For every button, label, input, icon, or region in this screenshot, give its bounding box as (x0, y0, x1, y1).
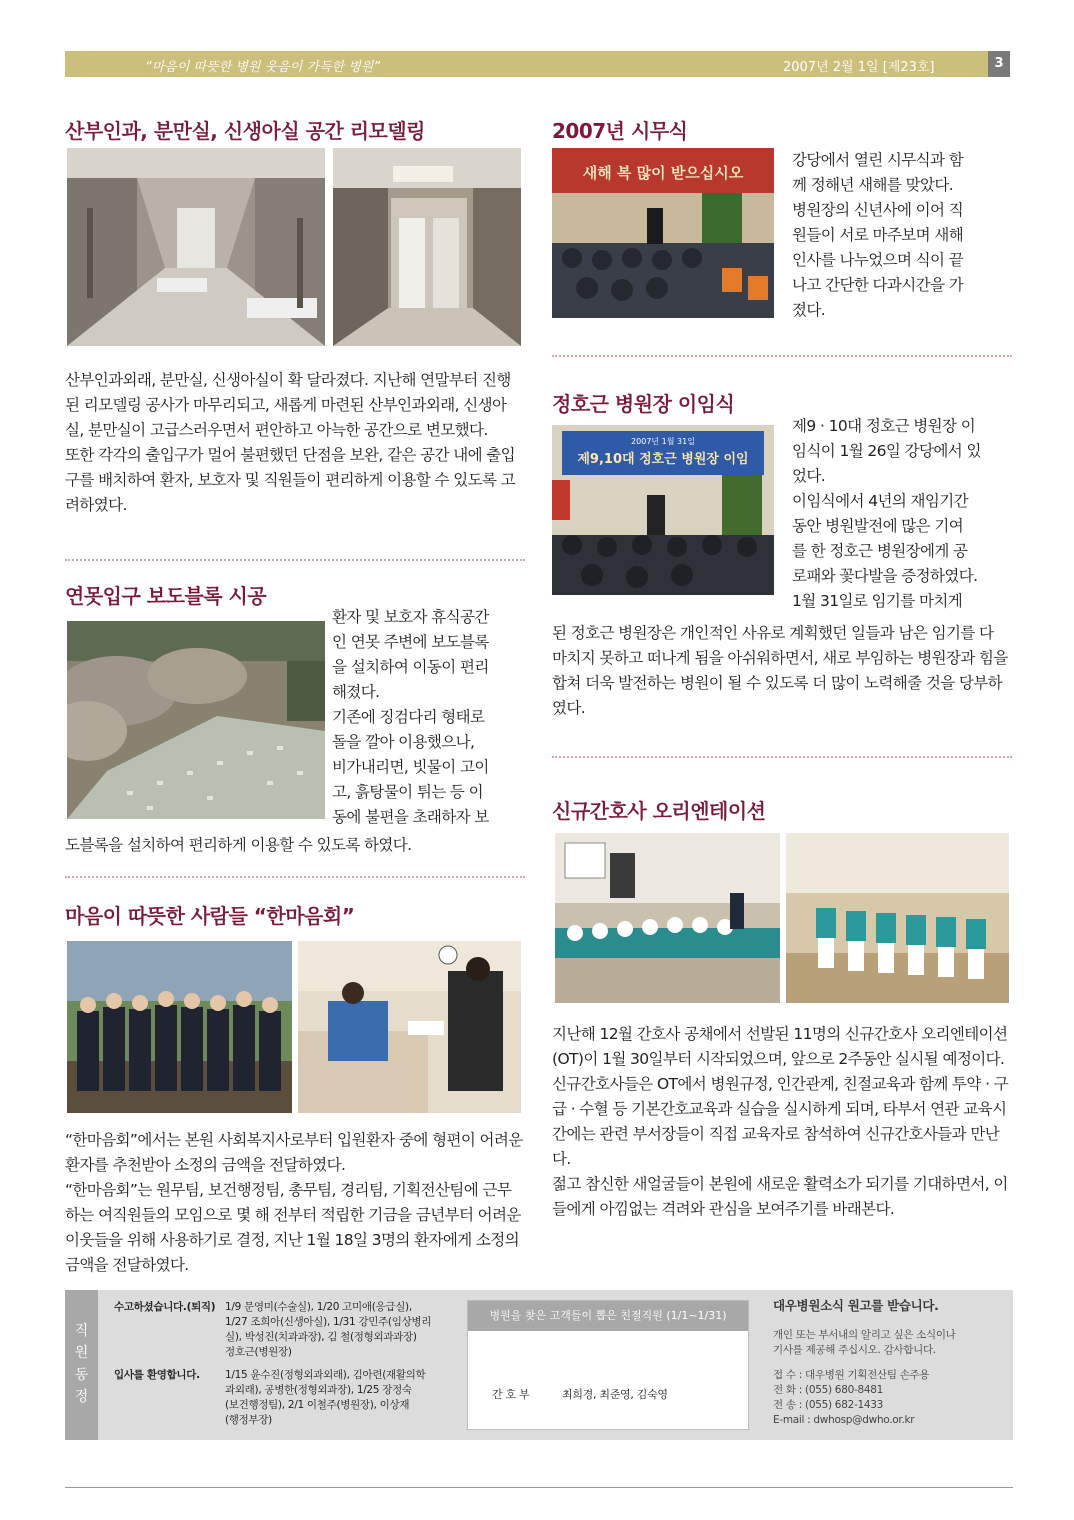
contact-info (773, 1368, 929, 1428)
retire-line: 1/9 문영미(수술실), 1/20 고미애(응급실), (225, 1301, 412, 1313)
divider (552, 756, 1012, 758)
divider (65, 876, 525, 878)
ceremony-line: 나고 간단한 다과시간을 가 (792, 276, 964, 294)
hanmaum-paragraph-2: “한마음회”는 원무팀, 보건행정팀, 총무팀, 경리팀, 기획전산팀에 근무하는 여직원들의 모임으로 몇 해 전부터 적립한 기금을 금년부터 어려운 이웃들을 위해 사용하기로 결정, 지난 1월 18일 3명의 환자에게 소정의 금액을 전달하였다. (65, 1181, 521, 1274)
header-bar (65, 51, 1010, 77)
orientation-paragraph-3: 젊고 참신한 새얼굴들이 본원에 새로운 활력소가 되기를 기대하면서, 이들에게 아낌없는 격려와 관심을 보여주기를 바래본다. (552, 1175, 1008, 1218)
header-slogan: “마음이 따뜻한 병원 웃음이 가득한 병원” (145, 60, 381, 75)
ceremony-line: 원들이 서로 마주보며 새해 (792, 226, 964, 244)
hanmaum-title: 마음이 따뜻한 사람들 “한마음회” (65, 904, 355, 928)
join-line: (행정부장) (225, 1414, 272, 1426)
remodel-paragraph-1: 산부인과외래, 분만실, 신생아실이 확 달라졌다. 지난해 연말부터 진행된 리모델링 공사가 마무리되고, 새롭게 마련된 산부인과외래, 신생아실, 분만실이 고급스러우면서 편안하고 아늑한 공간으로 변모했다. (65, 371, 511, 439)
block-line: 동에 불편을 초래하자 보 (332, 808, 489, 826)
staff-news-char: 정 (74, 1389, 89, 1405)
remodel-paragraph-2: 또한 각각의 출입구가 멀어 불편했던 단점을 보완, 같은 공간 내에 출입구를 배치하여 환자, 보호자 및 직원들이 편리하게 이용할 수 있도록 고려하였다. (65, 446, 516, 514)
join-line: 1/15 윤수진(정형외과외래), 김아련(재활의학 (225, 1369, 426, 1381)
farewell-line: 이임식에서 4년의 재임기간 (792, 492, 969, 510)
ceremony-line: 병원장의 신년사에 이어 직 (792, 201, 964, 219)
join-line: (보건행정팀), 2/1 이철주(병원장), 이상재 (225, 1399, 410, 1411)
block-line: 기존에 징검다리 형태로 (332, 708, 485, 726)
hanmaum-group-photo (67, 941, 292, 1113)
hanmaum-body (65, 1128, 525, 1278)
ceremony-line: 인사를 나누었으며 식이 끝 (792, 251, 964, 269)
staff-news-char: 동 (74, 1367, 89, 1383)
hanmaum-paragraph-1: “한마음회”에서는 본원 사회복지사로부터 입원환자 중에 형편이 어려운 환자를 추천받아 소정의 금액을 전달하였다. (65, 1131, 523, 1174)
issue-date: 2007년 2월 1일 [제23호] (783, 60, 935, 75)
ceremony-line: 께 정해년 새해를 맞았다. (792, 176, 954, 194)
retire-line: 정호근(병원장) (225, 1346, 292, 1358)
farewell-line: 1월 31일로 임기를 마치게 (792, 592, 963, 610)
ceremony-line: 강당에서 열린 시무식과 함 (792, 151, 964, 169)
orientation-paragraph-2: 신규간호사들은 OT에서 병원규정, 인간관계, 친절교육과 함께 투약 · 구급 · 수혈 등 기본간호교육과 실습을 실시하게 되며, 타부서 연관 교육시간에는 관련 부서장들이 직접 교육자로 참석하여 신규간호사들과 만난다. (552, 1075, 1009, 1168)
contact-line: 전 송 : (055) 682-1433 (773, 1399, 883, 1411)
contact-email: E-mail : dwhosp@dwho.or.kr (773, 1414, 915, 1426)
farewell-line: 동안 병원발전에 많은 기여 (792, 517, 964, 535)
contrib-desc-2: 기사를 제공해 주십시오. 감사합니다. (773, 1344, 936, 1356)
contact-line: 접 수 : 대우병원 기획전산팀 손주용 (773, 1369, 930, 1381)
orientation-body (552, 1022, 1012, 1222)
staff-news-box (65, 1290, 1013, 1440)
block-line: 인 연못 주변에 보도블록 (332, 633, 489, 651)
block-line: 비가내리면, 빗물이 고이 (332, 758, 489, 776)
paving-block-photo (67, 621, 325, 819)
block-line: 고, 흙탕물이 튀는 등 이 (332, 783, 483, 801)
block-line: 을 설치하여 이동이 편리 (332, 658, 489, 676)
kind-staff-title: 병원을 찾은 고객들이 뽑은 친절직원 (1/1~1/31) (468, 1301, 748, 1331)
farewell-line: 임식이 1월 26일 강당에서 있 (792, 442, 981, 460)
kind-staff-box (467, 1300, 749, 1430)
retire-line: 실), 박성진(치과과장), 김 철(정형외과과장) (225, 1331, 417, 1343)
remodel-corridor-photo (67, 148, 325, 346)
staff-news-char: 원 (74, 1345, 89, 1361)
farewell-line: 었다. (792, 467, 826, 485)
ceremony-title: 2007년 시무식 (552, 119, 688, 143)
join-list (225, 1368, 455, 1428)
orientation-paragraph-1: 지난해 12월 간호사 공채에서 선발된 11명의 신규간호사 오리엔테이션(OT)이 1월 30일부터 시작되었으며, 앞으로 2주동안 실시될 예정이다. (552, 1025, 1008, 1068)
retire-line: 1/27 조희아(신생아실), 1/31 강민주(임상병리 (225, 1316, 432, 1328)
ceremony-side-text (792, 148, 1012, 323)
staff-news-label (65, 1290, 98, 1440)
orientation-title: 신규간호사 오리엔테이션 (552, 799, 766, 823)
farewell-title: 정호근 병원장 이임식 (552, 392, 735, 416)
retire-list (225, 1300, 455, 1360)
contact-line: 전 화 : (055) 680-8481 (773, 1384, 883, 1396)
contrib-title: 대우병원소식 원고를 받습니다. (773, 1298, 939, 1313)
farewell-line: 를 한 정호근 병원장에게 공 (792, 542, 968, 560)
ceremony-photo (552, 148, 774, 318)
remodel-entrance-photo (333, 148, 521, 346)
farewell-full-text: 된 정호근 병원장은 개인적인 사유로 계획했던 일들과 남은 임기를 다 마치지 못하고 떠나게 됨을 아쉬워하면서, 새로 부임하는 병원장과 힘을 합쳐 더욱 발전하는 병원이 될 수 있도록 더 많이 노력해줄 것을 당부하였다. (552, 624, 1008, 717)
ceremony-line: 졌다. (792, 301, 826, 319)
block-line: 돌을 깔아 이용했으나, (332, 733, 475, 751)
block-line: 환자 및 보호자 휴식공간 (332, 608, 489, 626)
farewell-side-text (792, 414, 1012, 614)
ceremony-banner-text: 새해 복 많이 받으십시오 (582, 164, 744, 182)
block-title: 연못입구 보도블록 시공 (65, 584, 267, 608)
join-label: 입사를 환영합니다. (114, 1369, 200, 1381)
kind-staff-names: 최희경, 최준영, 김숙영 (562, 1388, 668, 1401)
orientation-bowing-photo (786, 833, 1009, 1003)
block-full-line: 도블록을 설치하여 편리하게 이용할 수 있도록 하였다. (65, 836, 412, 854)
farewell-line: 제9 · 10대 정호근 병원장 이 (792, 417, 976, 435)
remodel-body (65, 368, 525, 518)
block-side-text (332, 605, 532, 830)
retire-label: 수고하셨습니다.(퇴직) (114, 1301, 216, 1313)
farewell-banner-text: 제9,10대 정호근 병원장 이임 (577, 452, 749, 467)
farewell-photo (552, 425, 774, 595)
join-line: 과외래), 공병한(정형외과장), 1/25 장정숙 (225, 1384, 412, 1396)
farewell-banner-date: 2007년 1월 31일 (631, 437, 695, 446)
divider (552, 355, 1012, 357)
contrib-desc-1: 개인 또는 부서내의 알리고 싶은 소식이나 (773, 1329, 956, 1341)
block-line: 해졌다. (332, 683, 380, 701)
orientation-classroom-photo (555, 833, 780, 1003)
staff-news-char: 직 (74, 1323, 89, 1339)
remodel-title: 산부인과, 분만실, 신생아실 공간 리모델링 (65, 119, 425, 143)
farewell-line: 로패와 꽃다발을 증정하였다. (792, 567, 978, 585)
bottom-rule (65, 1487, 1013, 1488)
page-number: 3 (988, 51, 1010, 77)
divider (65, 559, 525, 561)
hanmaum-visit-photo (298, 941, 521, 1113)
kind-staff-dept: 간 호 부 (492, 1388, 530, 1401)
